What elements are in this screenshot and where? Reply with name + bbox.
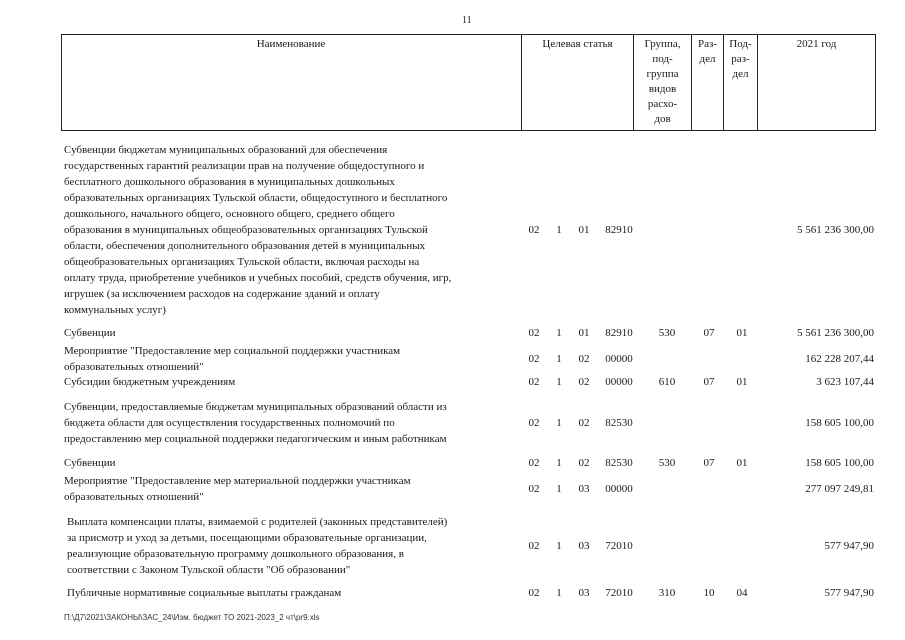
target-code-program: 02 <box>528 224 540 236</box>
target-code-program: 02 <box>528 587 540 599</box>
amount-2021: 158 605 100,00 <box>805 417 874 429</box>
target-code-direction: 82530 <box>605 457 633 469</box>
target-code-event: 03 <box>578 587 590 599</box>
razdel-code: 07 <box>703 327 715 339</box>
target-code-event: 01 <box>578 327 590 339</box>
row-name: Субсидии бюджетным учреждениям <box>64 376 236 388</box>
target-code-direction: 82910 <box>605 224 633 236</box>
expense-group-code: 530 <box>658 327 676 339</box>
header-target: Целевая статья <box>542 38 613 50</box>
header-razdel: Раз- дел <box>697 38 717 65</box>
amount-2021: 158 605 100,00 <box>805 457 874 469</box>
target-code-direction: 00000 <box>605 353 633 365</box>
podrazdel-code: 01 <box>736 457 748 469</box>
target-code-direction: 82910 <box>605 327 633 339</box>
target-code-subprogram: 1 <box>556 540 562 552</box>
amount-2021: 5 561 236 300,00 <box>797 224 874 236</box>
header-group: Группа, под- группа видов расхо- дов <box>644 38 681 125</box>
expense-group-code: 310 <box>658 587 676 599</box>
expense-group-code: 530 <box>658 457 676 469</box>
target-code-event: 03 <box>578 483 590 495</box>
target-code-program: 02 <box>528 376 540 388</box>
podrazdel-code: 01 <box>736 327 748 339</box>
row-name: Субвенции, предоставляемые бюджетам муниципальных образований области из бюджета области для осуществления государственных полномочий по предоставлению мер социальной поддержки педагогическим и иным работникам <box>64 401 447 445</box>
target-code-direction: 82530 <box>605 417 633 429</box>
target-code-event: 02 <box>578 417 590 429</box>
target-code-subprogram: 1 <box>556 376 562 388</box>
header-year: 2021 год <box>796 38 837 50</box>
amount-2021: 5 561 236 300,00 <box>797 327 874 339</box>
target-code-subprogram: 1 <box>556 353 562 365</box>
target-code-program: 02 <box>528 457 540 469</box>
target-code-subprogram: 1 <box>556 224 562 236</box>
amount-2021: 277 097 249,81 <box>805 483 874 495</box>
razdel-code: 07 <box>703 376 715 388</box>
target-code-subprogram: 1 <box>556 483 562 495</box>
amount-2021: 577 947,90 <box>824 587 874 599</box>
target-code-program: 02 <box>528 540 540 552</box>
amount-2021: 162 228 207,44 <box>805 353 874 365</box>
podrazdel-code: 04 <box>736 587 748 599</box>
file-path-footer: П:\Д7\2021\ЗАКОНЫ\ЗАС_24\Изм. бюджет ТО 2021-2023_2 чт\pr9.xls <box>64 613 320 622</box>
target-code-program: 02 <box>528 417 540 429</box>
table-header <box>61 34 876 131</box>
target-code-subprogram: 1 <box>556 457 562 469</box>
row-name: Мероприятие "Предоставление мер материальной поддержки участникам образовательных отношений" <box>64 475 411 503</box>
razdel-code: 07 <box>703 457 715 469</box>
target-code-direction: 00000 <box>605 376 633 388</box>
target-code-subprogram: 1 <box>556 417 562 429</box>
target-code-direction: 72010 <box>605 587 633 599</box>
header-podrazdel: Под- раз- дел <box>729 38 752 80</box>
target-code-event: 02 <box>578 457 590 469</box>
target-code-event: 02 <box>578 376 590 388</box>
row-name: Субвенции <box>64 457 116 469</box>
target-code-program: 02 <box>528 327 540 339</box>
page-number: 11 <box>462 15 472 26</box>
row-name: Субвенции <box>64 327 116 339</box>
target-code-direction: 72010 <box>605 540 633 552</box>
row-name: Выплата компенсации платы, взимаемой с родителей (законных представителей) за присмотр и уход за детьми, посещающими образовательные организации, реализующие образовательную программу дошкольного образования, в соответствии с Законом Тульской области "Об образовании" <box>67 516 448 576</box>
target-code-subprogram: 1 <box>556 327 562 339</box>
razdel-code: 10 <box>703 587 715 599</box>
target-code-event: 02 <box>578 353 590 365</box>
target-code-program: 02 <box>528 483 540 495</box>
row-name: Мероприятие "Предоставление мер социальной поддержки участникам образовательных отношений" <box>64 345 401 373</box>
amount-2021: 577 947,90 <box>824 540 874 552</box>
expense-group-code: 610 <box>658 376 676 388</box>
header-name: Наименование <box>256 38 326 50</box>
target-code-event: 03 <box>578 540 590 552</box>
podrazdel-code: 01 <box>736 376 748 388</box>
row-name: Публичные нормативные социальные выплаты гражданам <box>67 587 342 599</box>
target-code-subprogram: 1 <box>556 587 562 599</box>
target-code-direction: 00000 <box>605 483 633 495</box>
amount-2021: 3 623 107,44 <box>816 376 874 388</box>
target-code-program: 02 <box>528 353 540 365</box>
row-name: Субвенции бюджетам муниципальных образований для обеспечения государственных гарантий реализации прав на получение общедоступного и бесплатного дошкольного образования в муниципальных дошкольных образовательных организациях Тульской области, общедоступного и бесплатного дошкольного, начального общего, основного общего, среднего общего образования в муниципальных общеобразовательных организациях Тульской области, обеспечения дополнительного образования детей в муниципальных общеобразовательных организациях Тульской области, включая расходы на оплату труда, приобретение учебников и учебных пособий, средств обучения, игр, игрушек (за исключением расходов на содержание зданий и оплату коммунальных услуг) <box>64 144 452 316</box>
target-code-event: 01 <box>578 224 590 236</box>
